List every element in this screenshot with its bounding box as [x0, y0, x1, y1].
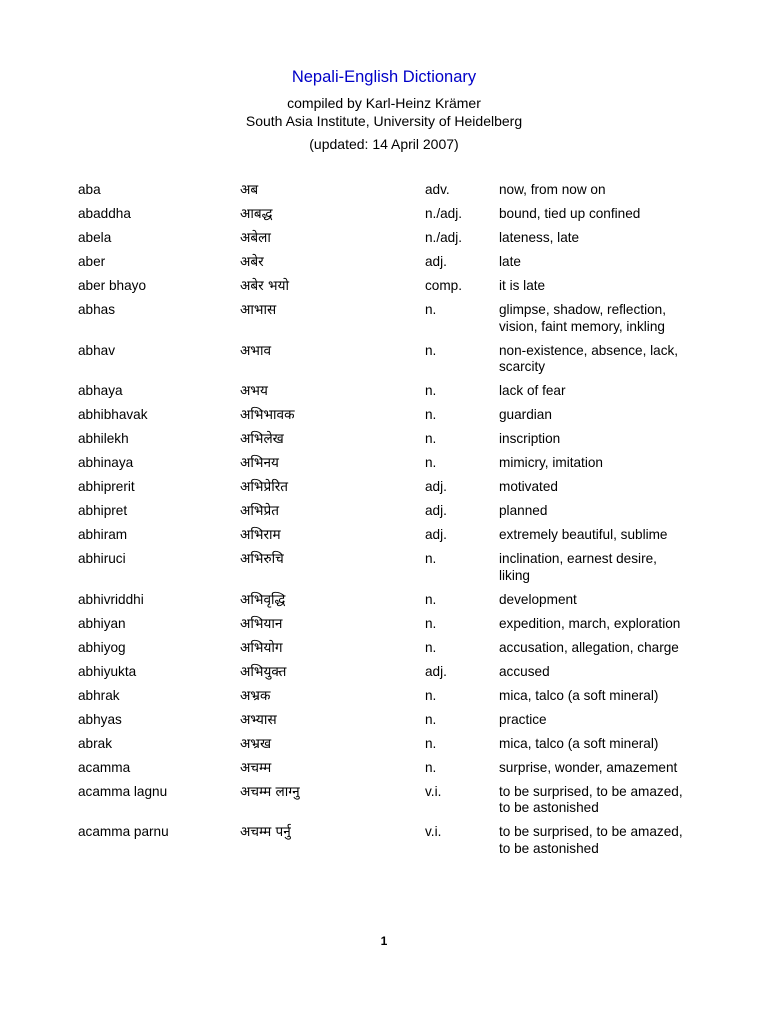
entry-romanized-word: abhiyog	[78, 639, 126, 655]
entry-devanagari-word: अभय	[240, 383, 268, 399]
dictionary-entry	[78, 640, 698, 657]
institute-line: South Asia Institute, University of Heidelberg	[245, 113, 523, 129]
entry-definition: practice	[499, 711, 547, 727]
entry-part-of-speech: n.	[425, 687, 437, 703]
entry-definition: surprise, wonder, amazement	[499, 759, 678, 775]
entry-romanized-word: abrak	[78, 735, 113, 751]
entry-definition: expedition, march, exploration	[499, 615, 681, 631]
entry-romanized-word: abhilekh	[78, 431, 129, 446]
entry-romanized-word: abela	[78, 230, 112, 245]
entry-devanagari-word: अभिरुचि	[240, 551, 284, 567]
entry-part-of-speech: adj.	[425, 479, 447, 494]
entry-part-of-speech: comp.	[425, 278, 463, 293]
entry-devanagari-word: अभिवृद्धि	[240, 591, 286, 608]
dictionary-entry	[78, 551, 698, 584]
entry-devanagari-word: अभिप्रेरित	[240, 479, 289, 495]
entry-definition: extremely beautiful, sublime	[499, 527, 668, 542]
entry-devanagari-word: अचम्म पर्नु	[240, 824, 291, 840]
entry-definition: glimpse, shadow, reflection, vision, faint memory, inkling	[499, 302, 666, 334]
entry-definition: lateness, late	[499, 230, 580, 245]
entry-romanized-word: abhas	[78, 302, 116, 317]
entry-definition: planned	[499, 503, 548, 518]
entry-part-of-speech: adj.	[425, 663, 447, 679]
dictionary-entry	[78, 664, 698, 681]
dictionary-entry	[78, 254, 698, 271]
entry-part-of-speech: n.	[425, 615, 437, 631]
entry-part-of-speech: n./adj.	[425, 206, 463, 221]
entry-part-of-speech: n.	[425, 551, 437, 566]
entry-romanized-word: abhrak	[78, 687, 120, 703]
entry-devanagari-word: अबेला	[240, 230, 271, 246]
entry-part-of-speech: n.	[425, 431, 437, 446]
entry-romanized-word: acamma parnu	[78, 824, 169, 839]
dictionary-entry	[78, 302, 698, 335]
entry-part-of-speech: adv.	[425, 182, 450, 197]
dictionary-entry	[78, 182, 698, 199]
entry-devanagari-word: अब	[240, 182, 259, 198]
entry-devanagari-word: अभ्यास	[240, 711, 277, 728]
entry-romanized-word: acamma lagnu	[78, 783, 168, 799]
entry-devanagari-word: अचम्म	[240, 759, 272, 776]
entry-devanagari-word: अभियुक्त	[240, 663, 287, 680]
entry-part-of-speech: n./adj.	[425, 230, 463, 245]
entry-definition: mica, talco (a soft mineral)	[499, 735, 659, 751]
entry-definition: late	[499, 254, 521, 269]
entry-definition: mimicry, imitation	[499, 455, 603, 470]
dictionary-entry	[78, 206, 698, 223]
dictionary-entry	[78, 824, 698, 857]
entry-part-of-speech: adj.	[425, 527, 447, 542]
entry-part-of-speech: n.	[425, 302, 437, 317]
entry-devanagari-word: अभिनय	[240, 455, 279, 471]
dictionary-entry	[78, 688, 698, 705]
dictionary-entry	[78, 343, 698, 376]
entry-definition: to be surprised, to be amazed, to be astonished	[499, 783, 683, 815]
entry-definition: motivated	[499, 479, 558, 494]
entry-romanized-word: aber	[78, 254, 106, 269]
entry-romanized-word: aba	[78, 182, 101, 197]
dictionary-entry	[78, 712, 698, 729]
entry-devanagari-word: अबेर	[240, 254, 264, 270]
entry-part-of-speech: n.	[425, 342, 437, 358]
entry-definition: inclination, earnest desire, liking	[499, 551, 657, 583]
entry-romanized-word: abhiyukta	[78, 663, 137, 679]
dictionary-entries	[78, 182, 698, 865]
entry-definition: development	[499, 591, 577, 607]
entry-romanized-word: abhiruci	[78, 551, 126, 566]
entry-devanagari-word: अभिलेख	[240, 431, 284, 447]
dictionary-entry	[78, 760, 698, 777]
entry-part-of-speech: adj.	[425, 254, 447, 269]
entry-definition: guardian	[499, 407, 552, 422]
dictionary-entry	[78, 431, 698, 448]
dictionary-entry	[78, 230, 698, 247]
dictionary-entry	[78, 736, 698, 753]
entry-part-of-speech: n.	[425, 759, 437, 775]
dictionary-entry	[78, 407, 698, 424]
entry-devanagari-word: अभ्रक	[240, 687, 271, 704]
dictionary-entry	[78, 278, 698, 295]
entry-part-of-speech: n.	[425, 735, 437, 751]
entry-definition: accused	[499, 663, 550, 679]
entry-part-of-speech: n.	[425, 639, 437, 655]
entry-devanagari-word: अभिराम	[240, 527, 281, 543]
entry-part-of-speech: adj.	[425, 503, 447, 518]
entry-part-of-speech: v.i.	[425, 783, 442, 799]
dictionary-entry	[78, 503, 698, 520]
page-number: 1	[380, 934, 388, 948]
entry-part-of-speech: n.	[425, 407, 437, 422]
entry-devanagari-word: अबेर भयो	[240, 278, 289, 294]
entry-devanagari-word: अभियान	[240, 615, 283, 632]
entry-romanized-word: abhivriddhi	[78, 591, 144, 607]
entry-devanagari-word: आबद्ध	[240, 206, 273, 222]
entry-romanized-word: abhiram	[78, 527, 128, 542]
entry-definition: it is late	[499, 278, 546, 293]
compiler-line: compiled by Karl-Heinz Krämer	[287, 95, 481, 111]
entry-part-of-speech: n.	[425, 711, 437, 727]
entry-definition: now, from now on	[499, 182, 606, 197]
entry-devanagari-word: अभिप्रेत	[240, 503, 279, 519]
entry-romanized-word: abhyas	[78, 711, 122, 727]
entry-part-of-speech: n.	[425, 591, 437, 607]
entry-romanized-word: abaddha	[78, 206, 131, 221]
entry-part-of-speech: v.i.	[425, 824, 442, 839]
dictionary-entry	[78, 383, 698, 400]
entry-part-of-speech: n.	[425, 455, 437, 470]
entry-definition: bound, tied up confined	[499, 206, 641, 221]
entry-devanagari-word: अभियोग	[240, 639, 283, 656]
entry-devanagari-word: अभाव	[240, 342, 272, 359]
entry-romanized-word: aber bhayo	[78, 278, 147, 293]
entry-definition: inscription	[499, 431, 561, 446]
entry-romanized-word: abhaya	[78, 383, 123, 398]
entry-romanized-word: abhipret	[78, 503, 128, 518]
entry-definition: lack of fear	[499, 383, 566, 398]
dictionary-entry	[78, 592, 698, 609]
dictionary-entry	[78, 479, 698, 496]
entry-devanagari-word: अभ्रख	[240, 735, 272, 752]
dictionary-entry	[78, 616, 698, 633]
dictionary-entry	[78, 455, 698, 472]
entry-romanized-word: acamma	[78, 759, 131, 775]
entry-part-of-speech: n.	[425, 383, 437, 398]
entry-devanagari-word: आभास	[240, 302, 277, 318]
entry-definition: accusation, allegation, charge	[499, 639, 679, 655]
entry-definition: to be surprised, to be amazed, to be astonished	[499, 824, 683, 856]
entry-definition: mica, talco (a soft mineral)	[499, 687, 659, 703]
entry-romanized-word: abhinaya	[78, 455, 134, 470]
dictionary-entry	[78, 527, 698, 544]
document-header	[0, 66, 768, 153]
entry-definition: non-existence, absence, lack, scarcity	[499, 342, 679, 374]
entry-romanized-word: abhav	[78, 342, 116, 358]
entry-romanized-word: abhiprerit	[78, 479, 135, 494]
entry-devanagari-word: अभिभावक	[240, 407, 295, 423]
document-title: Nepali-English Dictionary	[291, 68, 477, 86]
updated-line: (updated: 14 April 2007)	[309, 136, 459, 152]
entry-romanized-word: abhibhavak	[78, 407, 148, 422]
dictionary-entry	[78, 784, 698, 817]
entry-romanized-word: abhiyan	[78, 615, 126, 631]
entry-devanagari-word: अचम्म लाग्नु	[240, 783, 300, 800]
